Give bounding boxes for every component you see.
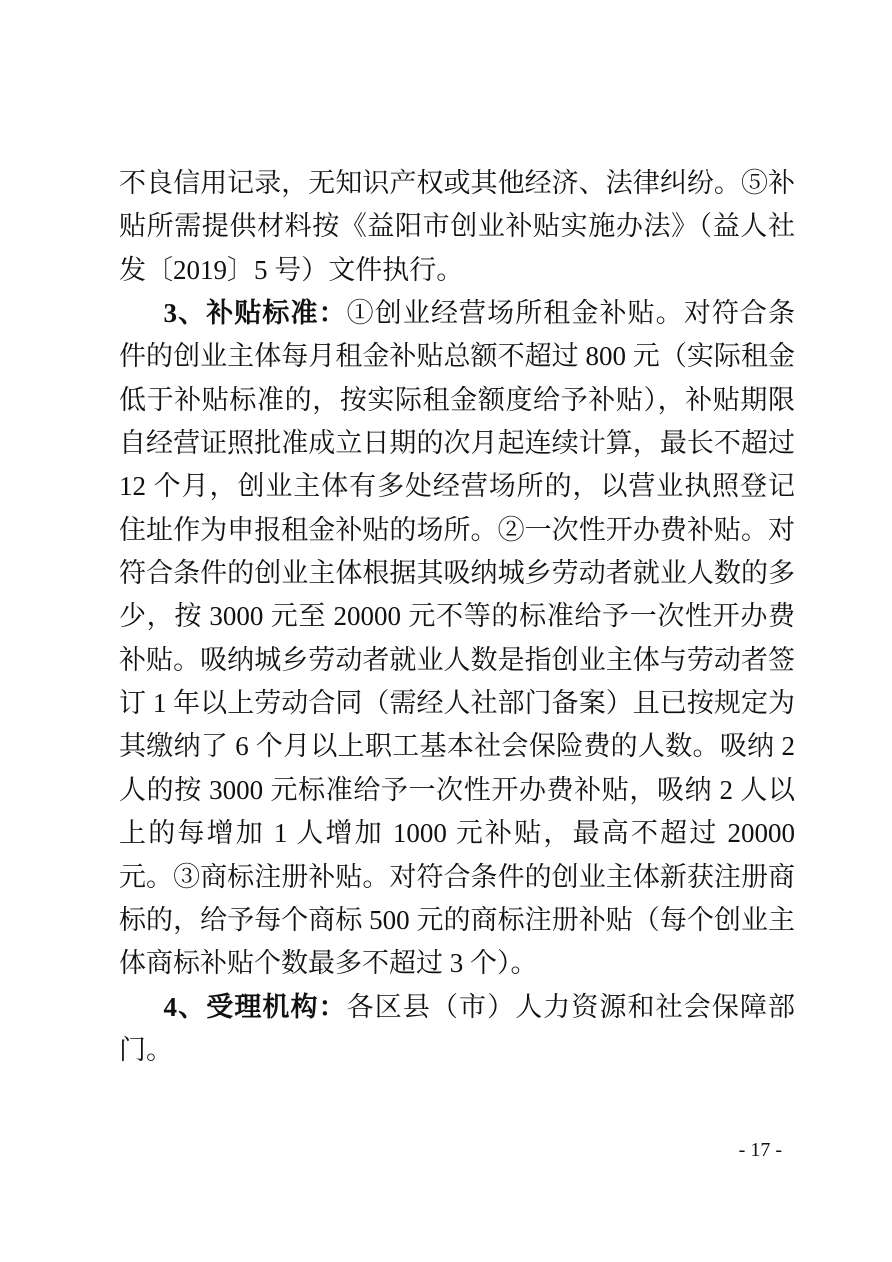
paragraph-accepting-agency — [119, 986, 795, 1073]
paragraph-heading: 3、补贴标准： — [163, 298, 347, 329]
paragraph-heading: 4、受理机构： — [163, 991, 347, 1022]
paragraph-text: 不良信用记录，无知识产权或其他经济、法律纠纷。⑤补贴所需提供材料按《益阳市创业补贴实施办法》（益人社发〔2019〕5 号）文件执行。 — [119, 168, 795, 285]
paragraph-subsidy-standard — [119, 292, 795, 986]
page-number: - 17 - — [738, 1139, 782, 1161]
document-body — [119, 162, 795, 1072]
paragraph-continuation — [119, 162, 795, 292]
paragraph-text: 各区县（市）人力资源和社会保障部门。 — [119, 991, 796, 1065]
paragraph-text: ①创业经营场所租金补贴。对符合条件的创业主体每月租金补贴总额不超过 800 元（实际租金低于补贴标准的，按实际租金额度给予补贴），补贴期限自经营证照批准成立日期的次月起连续计算，最长不超过 12 个月，创业主体有多处经营场所的，以营业执照登记住址作为申报租金补贴的场所。②一次性开办费补贴。对符合条件的创业主体根据其吸纳城乡劳动者就业人数的多少，按 3000 元至 20000 元不等的标准给予一次性开办费补贴。吸纳城乡劳动者就业人数是指创业主体与劳动者签订 1 年以上劳动合同（需经人社部门备案）且已按规定为其缴纳了 6 个月以上职工基本社会保险费的人数。吸纳 2 人的按 3000 元标准给予一次性开办费补贴，吸纳 2 人以上的每增加 1 人增加 1000 元补贴，最高不超过 20000 元。③商标注册补贴。对符合条件的创业主体新获注册商标的，给予每个商标 500 元的商标注册补贴（每个创业主体商标补贴个数最多不超过 3 个）。 — [119, 298, 796, 979]
